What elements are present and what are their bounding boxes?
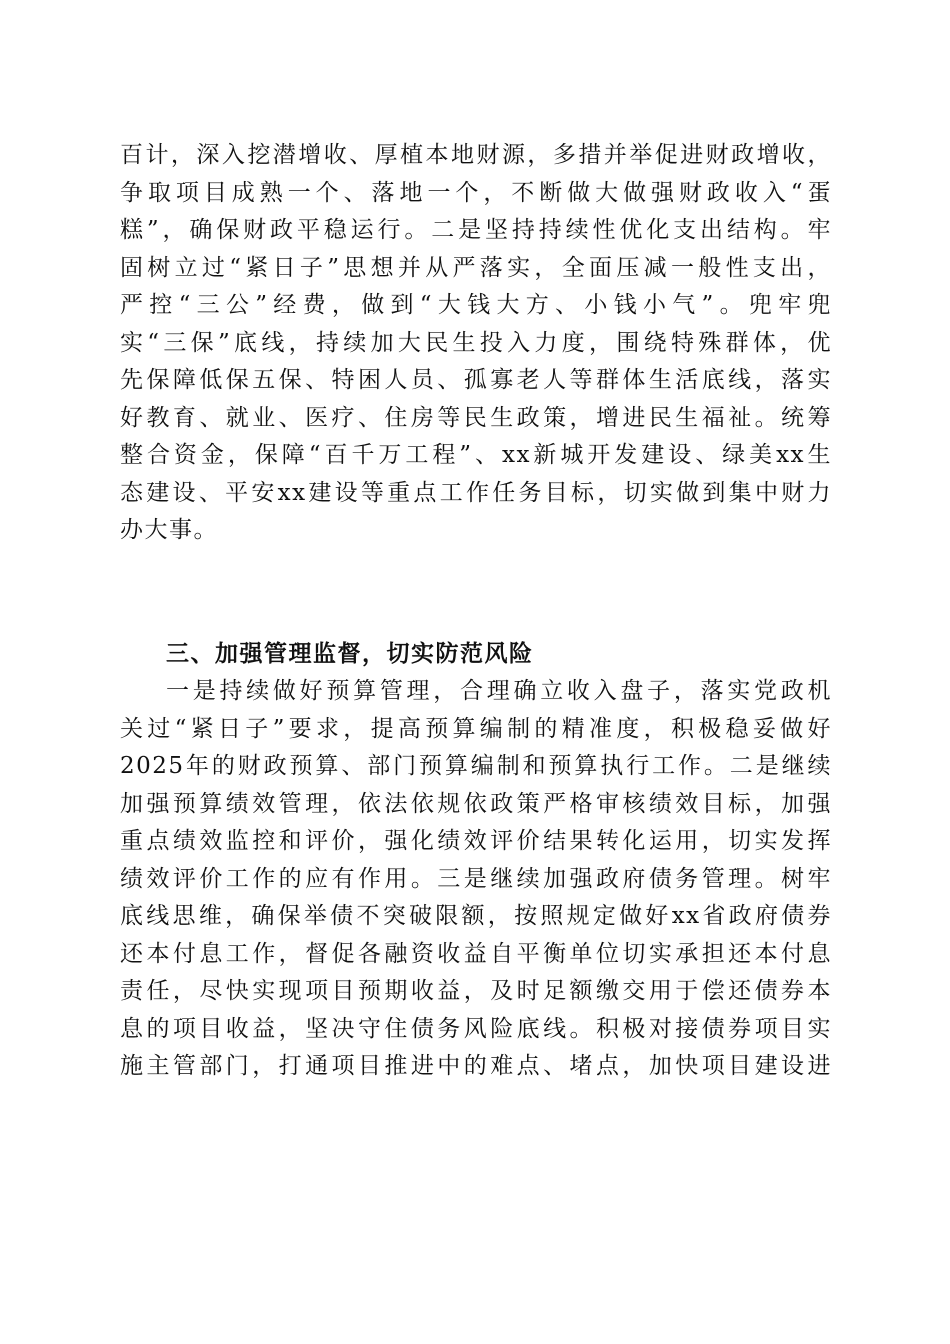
text-line: 还本付息工作，督促各融资收益自平衡单位切实承担还本付息 [120,940,832,967]
text-line: 办大事。 [120,517,218,543]
section-heading-block [120,636,832,674]
text-line: 重点绩效监控和评价，强化绩效评价结果转化运用，切实发挥 [120,828,832,854]
text-line: 整合资金，保障“百千万工程”、xx新城开发建设、绿美xx生 [120,442,832,468]
text-line: 严控“三公”经费，做到“大钱大方、小钱小气”。兜牢兜 [120,292,832,318]
text-line: 绩效评价工作的应有作用。三是继续加强政府债务管理。树牢 [120,865,832,892]
text-line: 2025年的财政预算、部门预算编制和预算执行工作。二是继续 [120,753,832,779]
text-line: 实“三保”底线，持续加大民生投入力度，围绕特殊群体，优 [120,329,832,356]
text-line: 先保障低保五保、特困人员、孤寡老人等群体生活底线，落实 [120,367,832,393]
text-line: 百计，深入挖潜增收、厚植本地财源，多措并举促进财政增收， [120,142,832,168]
paragraph-management-supervision [120,673,832,1086]
text-line: 争取项目成熟一个、落地一个，不断做大做强财政收入“蛋 [120,179,832,206]
text-line: 责任，尽快实现项目预期收益，及时足额缴交用于偿还债券本 [120,978,832,1004]
text-line: 加强预算绩效管理，依法依规依政策严格审核绩效目标，加强 [120,790,832,817]
text-line: 糕”，确保财政平稳运行。二是坚持持续性优化支出结构。牢 [120,217,832,243]
text-line: 施主管部门，打通项目推进中的难点、堵点，加快项目建设进 [120,1053,832,1079]
text-line: 底线思维，确保举债不突破限额，按照规定做好xx省政府债券 [120,903,832,929]
text-line: 一是持续做好预算管理，合理确立收入盘子，落实党政机 [166,678,832,704]
section-heading: 三、加强管理监督，切实防范风险 [166,641,534,667]
text-line: 关过“紧日子”要求，提高预算编制的精准度，积极稳妥做好 [120,715,832,742]
text-line: 息的项目收益，坚决守住债务风险底线。积极对接债券项目实 [120,1015,832,1042]
paragraph-fiscal-revenue-expenditure [120,137,832,550]
text-line: 态建设、平安xx建设等重点工作任务目标，切实做到集中财力 [120,479,832,506]
text-line: 好教育、就业、医疗、住房等民生政策，增进民生福祉。统筹 [120,404,832,431]
text-line: 固树立过“紧日子”思想并从严落实，全面压减一般性支出， [120,254,832,281]
